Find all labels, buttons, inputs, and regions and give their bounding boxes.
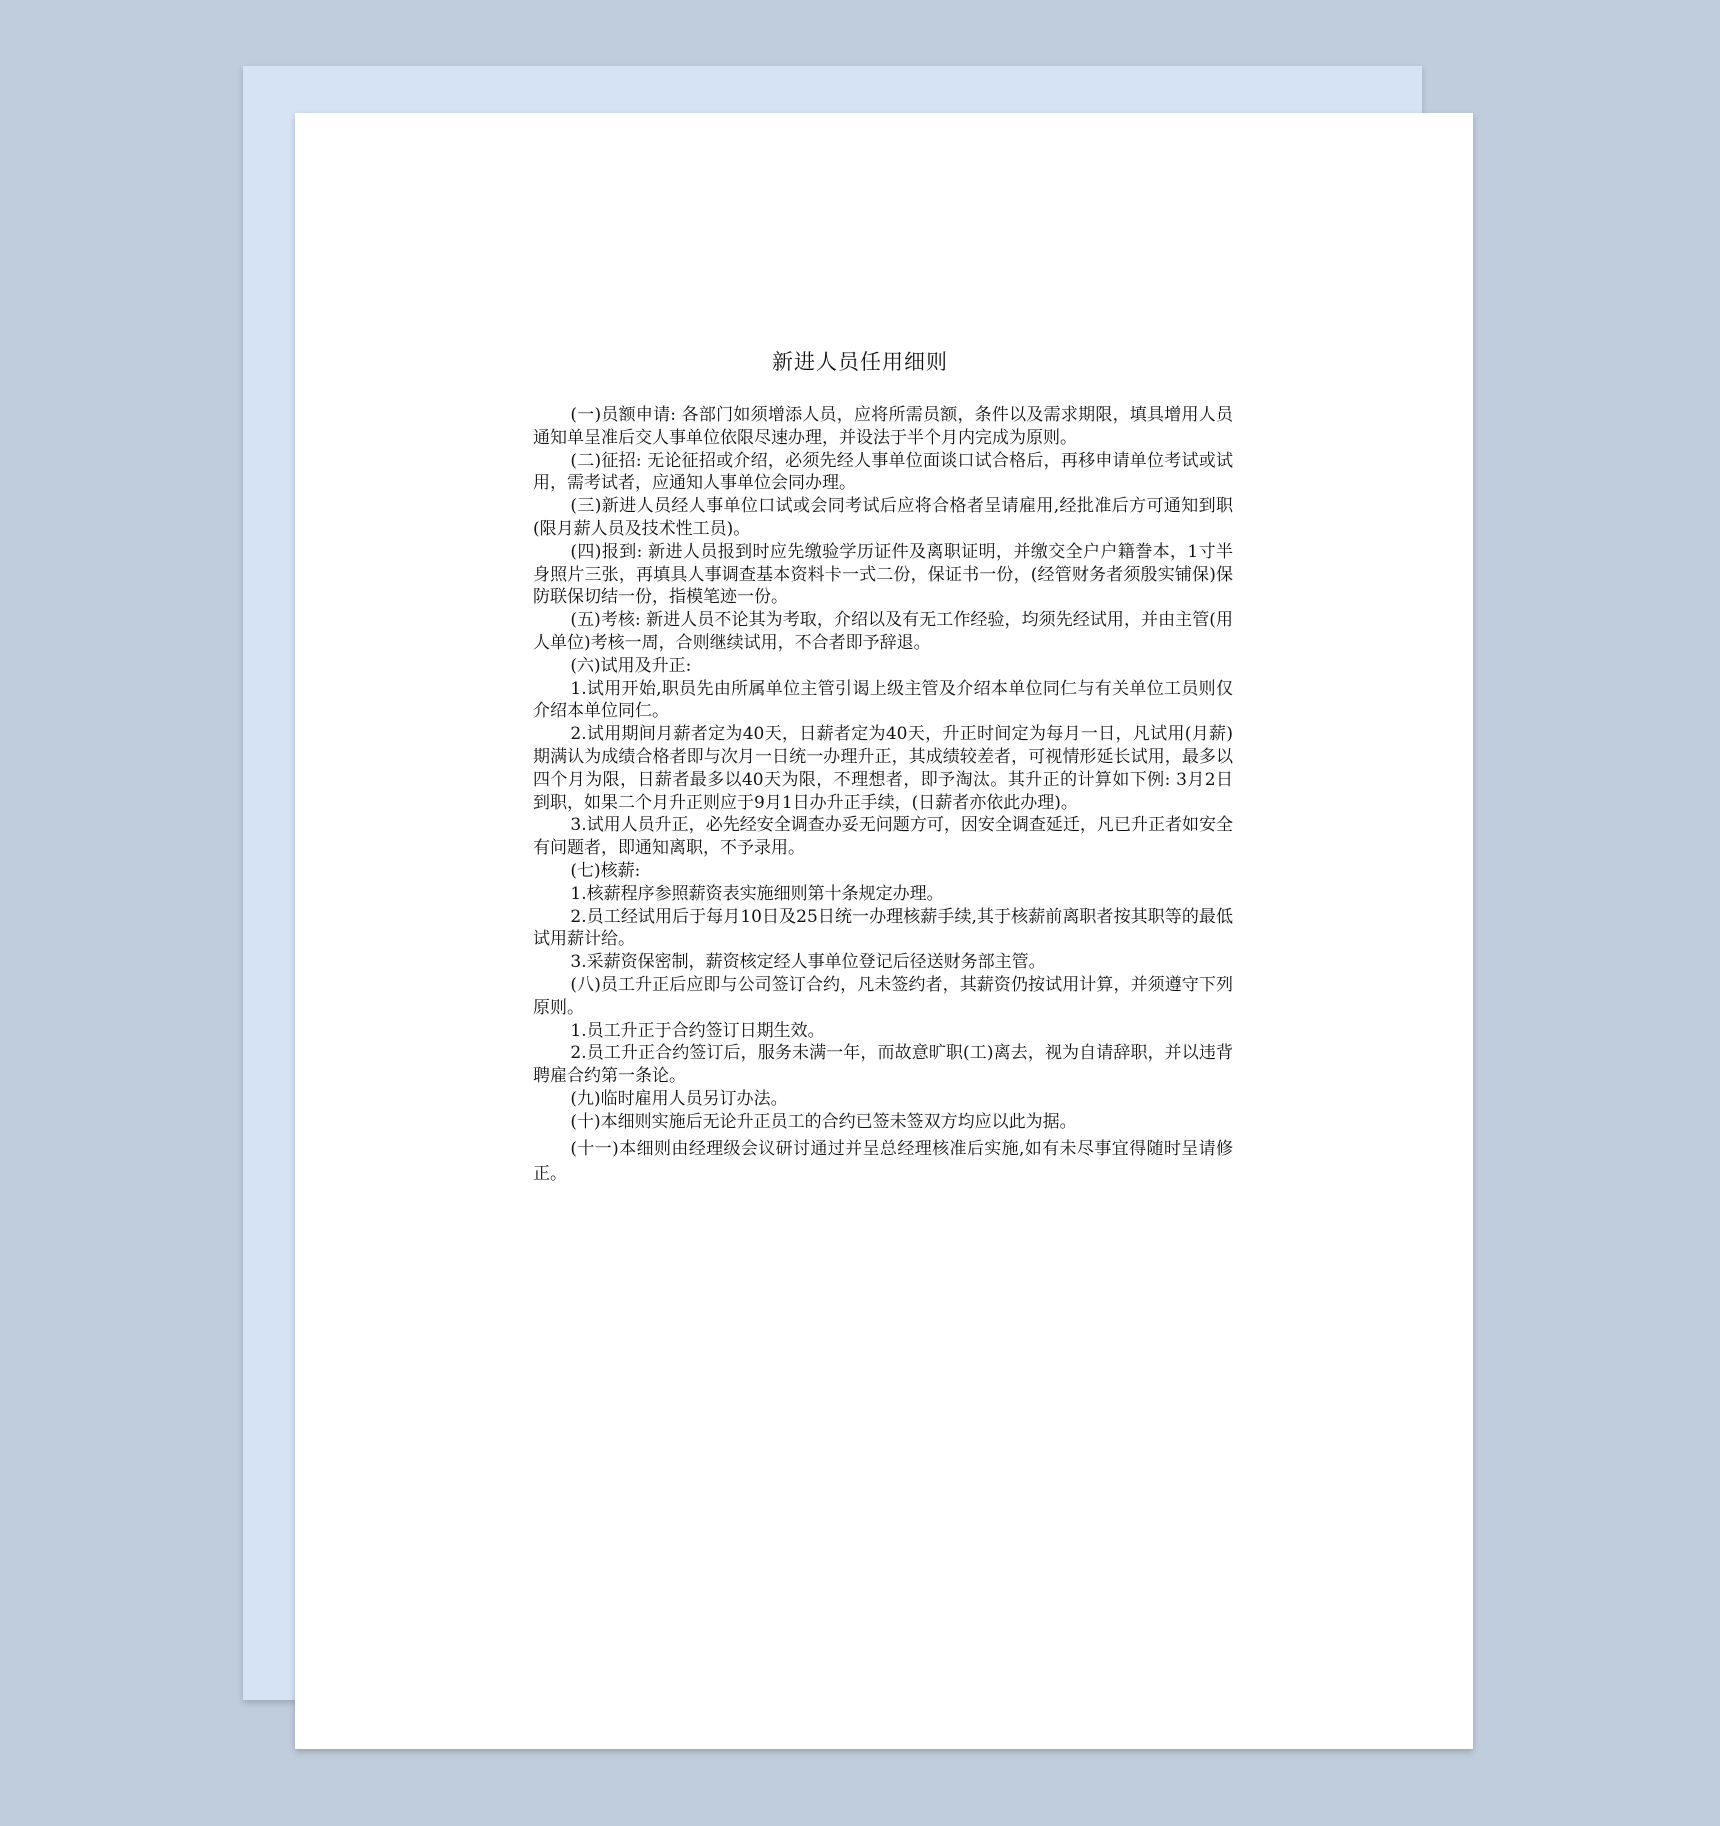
paragraph: 2.员工经试用后于每月10日及25日统一办理核薪手续,其于核薪前离职者按其职等的最低试用薪计给。 — [533, 906, 1233, 950]
paragraph: (二)征招: 无论征招或介绍，必须先经人事单位面谈口试合格后，再移申请单位考试或试用，需考试者，应通知人事单位会同办理。 — [533, 450, 1233, 494]
paragraph: (十一)本细则由经理级会议研讨通过并呈总经理核准后实施,如有未尽事宜得随时呈请修正。 — [533, 1138, 1233, 1184]
paragraph: (六)试用及升正: — [570, 655, 692, 676]
paragraph: (一)员额申请: 各部门如须增添人员，应将所需员额，条件以及需求期限，填具增用人员通知单呈准后交人事单位依限尽速办理，并设法于半个月内完成为原则。 — [533, 405, 1233, 448]
paragraph: (三)新进人员经人事单位口试或会同考试后应将合格者呈请雇用,经批准后方可通知到职(限月薪人员及技术性工员)。 — [533, 496, 1233, 539]
paragraph: 2.员工升正合约签订后，服务未满一年，而故意旷职(工)离去，视为自请辞职，并以违背聘雇合约第一条论。 — [533, 1043, 1233, 1087]
paragraph: (四)报到: 新进人员报到时应先缴验学历证件及离职证明，并缴交全户户籍誊本，1寸半身照片三张，再填具人事调查基本资料卡一式二份，保证书一份，(经管财务者须殷实铺保)保防联保切结一份，指模笔迹一份。 — [533, 541, 1233, 608]
paragraph: 3.采薪资保密制，薪资核定经人事单位登记后径送财务部主管。 — [570, 952, 1046, 973]
paragraph: 1.员工升正于合约签订日期生效。 — [570, 1020, 825, 1041]
paragraph: (九)临时雇用人员另订办法。 — [570, 1088, 788, 1109]
paragraph: (五)考核: 新进人员不论其为考取，介绍以及有无工作经验，均须先经试用，并由主管(用人单位)考核一周，合则继续试用，不合者即予辞退。 — [533, 610, 1233, 653]
document-body — [533, 404, 1233, 1187]
document-title: 新进人员任用细则 — [772, 350, 948, 374]
paragraph: (十)本细则实施后无论升正员工的合约已签未签双方均应以此为据。 — [570, 1111, 1077, 1132]
paragraph: 2.试用期间月薪者定为40天，日薪者定为40天，升正时间定为每月一日，凡试用(月薪)期满认为成绩合格者即与次月一日统一办理升正，其成绩较差者，可视情形延长试用，最多以四个月为限，日薪者最多以40天为限，不理想者，即予淘汰。其升正的计算如下例: 3月2日到职，如果二个月升正则应于9月1日办升正手续，(日薪者亦依此办理)。 — [533, 724, 1233, 813]
paragraph: 3.试用人员升正，必先经安全调查办妥无问题方可，因安全调查延迁，凡已升正者如安全有问题者，即通知离职，不予录用。 — [533, 815, 1233, 859]
paragraph: (八)员工升正后应即与公司签订合约，凡未签约者，其薪资仍按试用计算，并须遵守下列原则。 — [533, 974, 1233, 1018]
paragraph: (七)核薪: — [570, 860, 641, 881]
paragraph: 1.试用开始,职员先由所属单位主管引谒上级主管及介绍本单位同仁与有关单位工员则仅介绍本单位同仁。 — [533, 678, 1233, 722]
paragraph: 1.核薪程序参照薪资表实施细则第十条规定办理。 — [570, 883, 944, 904]
